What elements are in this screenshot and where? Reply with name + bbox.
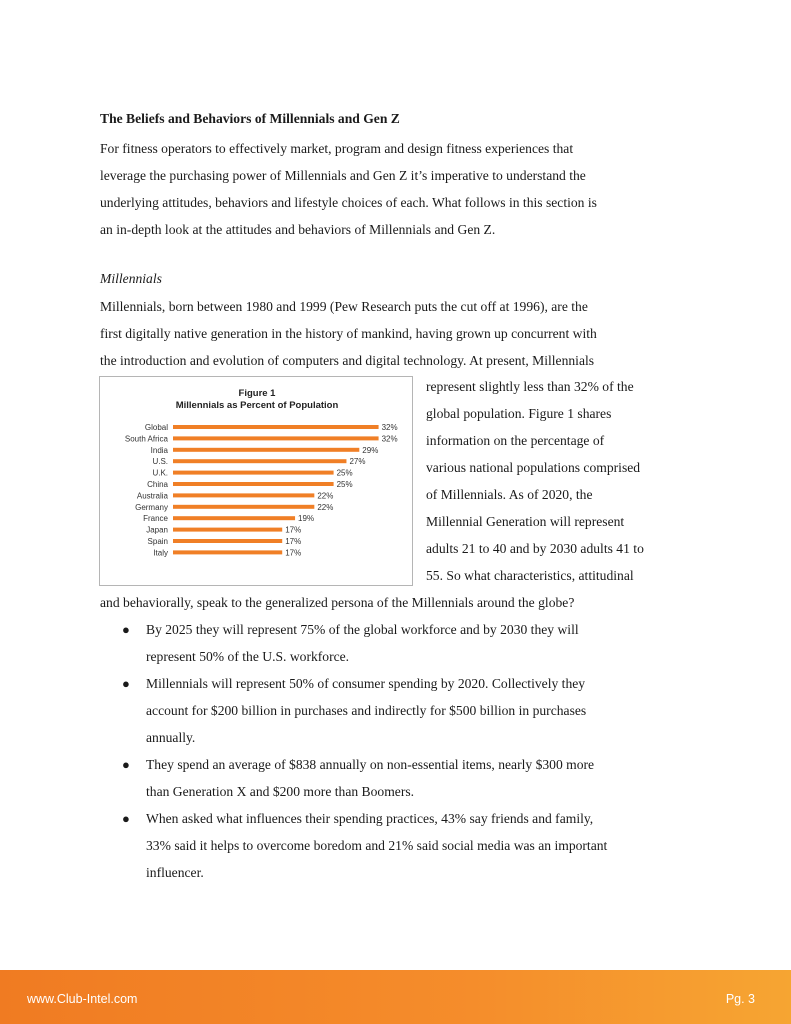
bar [173, 550, 282, 554]
figure-1-chart [99, 376, 413, 586]
category-label: U.K. [152, 468, 168, 478]
intro-line: leverage the purchasing power of Millennials and Gen Z it’s imperative to understand the [100, 168, 586, 183]
category-label: Germany [135, 502, 168, 512]
wrap-line: information on the percentage of [426, 433, 605, 448]
wrap-line: of Millennials. As of 2020, the [426, 487, 593, 502]
bullet-line: 33% said it helps to overcome boredom and 21% said social media was an important [146, 838, 608, 853]
category-label: China [147, 480, 168, 489]
millennials-line: the introduction and evolution of computers and digital technology. At present, Millennials [100, 353, 595, 368]
section-heading: The Beliefs and Behaviors of Millennials and Gen Z [100, 111, 400, 126]
bullet-item [100, 616, 690, 670]
bar [173, 528, 282, 532]
data-label: 32% [381, 423, 398, 432]
wrap-line: 55. So what characteristics, attitudinal [426, 568, 634, 583]
millennials-subheading: Millennials [100, 271, 162, 286]
chart-svg [100, 377, 414, 587]
data-label: 29% [362, 445, 379, 455]
bar [173, 448, 359, 452]
after-figure-line: and behaviorally, speak to the generalized persona of the Millennials around the globe? [100, 595, 575, 610]
bar [173, 459, 346, 463]
data-label: 17% [285, 548, 302, 558]
chart-title: Figure 1 [238, 388, 276, 399]
data-label: 25% [336, 480, 353, 489]
bullet-list [100, 616, 690, 886]
category-label: Spain [147, 537, 168, 546]
millennials-paragraph [100, 293, 680, 374]
data-label: 19% [298, 514, 315, 524]
category-label: Global [144, 423, 168, 432]
data-label: 27% [349, 457, 366, 467]
category-label: India [150, 445, 168, 455]
data-label: 25% [336, 468, 353, 478]
data-label: 22% [317, 491, 334, 501]
bar [173, 539, 282, 543]
footer-website-link[interactable]: www.Club-Intel.com [27, 992, 138, 1006]
bullet-icon: ● [122, 676, 130, 691]
intro-line: For fitness operators to effectively market, program and design fitness experiences that [100, 141, 574, 156]
category-label: Italy [153, 548, 168, 558]
category-label: Australia [136, 491, 168, 501]
bullet-line: By 2025 they will represent 75% of the global workforce and by 2030 they will [146, 622, 579, 637]
bar [173, 505, 314, 509]
millennials-line: Millennials, born between 1980 and 1999 (Pew Research puts the cut off at 1996), are the [100, 299, 588, 314]
bullet-line: account for $200 billion in purchases and indirectly for $500 billion in purchases [146, 703, 587, 718]
wrap-line: various national populations comprised [426, 460, 641, 475]
page-number: Pg. 3 [725, 992, 755, 1006]
wrap-line: global population. Figure 1 shares [426, 406, 612, 421]
page-footer [0, 970, 791, 1024]
bullet-line: represent 50% of the U.S. workforce. [146, 649, 350, 664]
millennials-line: first digitally native generation in the history of mankind, having grown up concurrent with [100, 326, 597, 341]
wrap-line: Millennial Generation will represent [426, 514, 625, 529]
bullet-item [100, 670, 690, 751]
category-label: Japan [146, 525, 168, 535]
bullet-line: When asked what influences their spending practices, 43% say friends and family, [146, 811, 594, 826]
bar [173, 493, 314, 497]
bullet-item [100, 805, 690, 886]
data-label: 32% [381, 434, 398, 444]
wrap-paragraph [426, 373, 644, 589]
bullet-item [100, 751, 690, 805]
bar [173, 482, 334, 486]
category-label: France [143, 514, 168, 524]
bullet-line: Millennials will represent 50% of consumer spending by 2020. Collectively they [146, 676, 586, 691]
bar [173, 425, 379, 429]
bullet-line: influencer. [146, 865, 204, 880]
bullet-icon: ● [122, 811, 130, 826]
chart-subtitle: Millennials as Percent of Population [175, 400, 339, 411]
bullet-line: They spend an average of $838 annually on non-essential items, nearly $300 more [146, 757, 595, 772]
bullet-line: than Generation X and $200 more than Boomers. [146, 784, 415, 799]
data-label: 22% [317, 502, 334, 512]
data-label: 17% [285, 537, 302, 546]
bar [173, 436, 379, 440]
bar [173, 516, 295, 520]
category-label: South Africa [124, 434, 168, 444]
intro-line: underlying attitudes, behaviors and lifestyle choices of each. What follows in this section is [100, 195, 597, 210]
bullet-line: annually. [146, 730, 196, 745]
data-label: 17% [285, 525, 302, 535]
bar [173, 471, 334, 475]
wrap-line: represent slightly less than 32% of the [426, 379, 634, 394]
bullet-icon: ● [122, 757, 130, 772]
bullet-icon: ● [122, 622, 130, 637]
category-label: U.S. [152, 457, 168, 467]
after-figure-paragraph [100, 589, 680, 616]
wrap-line: adults 21 to 40 and by 2030 adults 41 to [426, 541, 644, 556]
intro-line: an in-depth look at the attitudes and behaviors of Millennials and Gen Z. [100, 222, 496, 237]
intro-paragraph [100, 135, 680, 243]
